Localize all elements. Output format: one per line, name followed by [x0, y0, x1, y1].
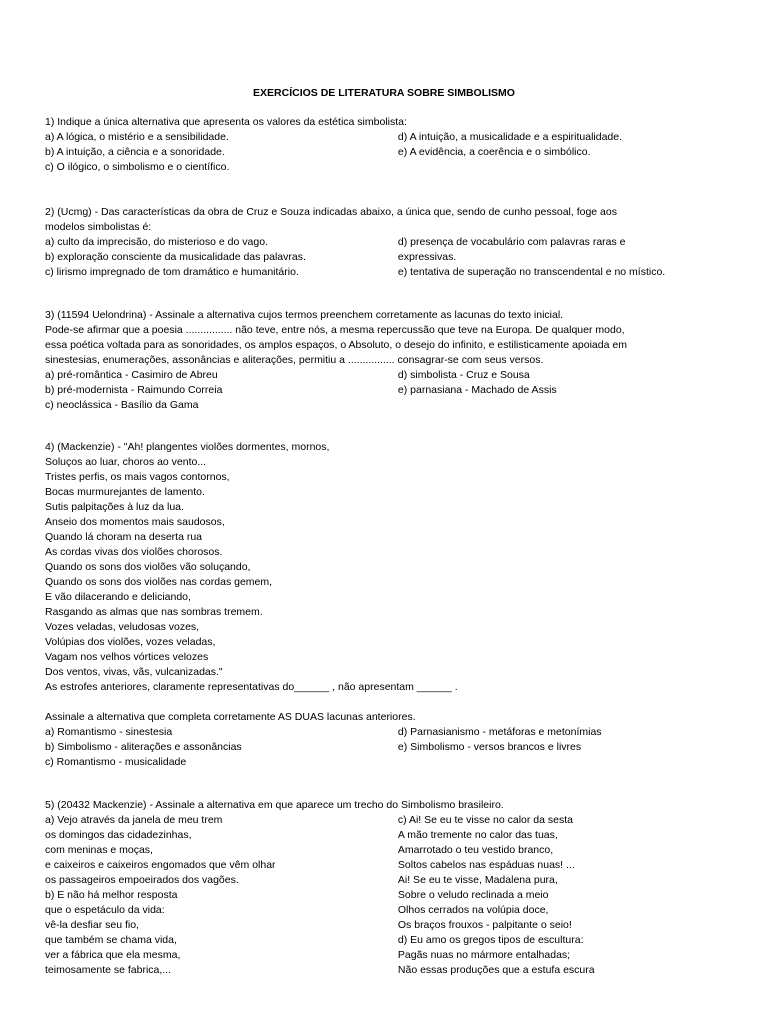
options-left-column	[45, 813, 398, 978]
option-text-line: os passageiros empoeirados dos vagões.	[45, 874, 239, 886]
poem-line: Bocas murmurejantes de lamento.	[45, 486, 205, 498]
option-text-line: Soltos cabelos nas espáduas nuas! ...	[397, 859, 575, 871]
option-d: d) presença de vocabulário com palavras raras e	[397, 236, 626, 248]
question-text-line: Pode-se afirmar que a poesia ................ não teve, entre nós, a mesma repercussão que teve na Europa. De qualquer modo,	[45, 324, 625, 336]
document-title: EXERCÍCIOS DE LITERATURA SOBRE SIMBOLISMO	[253, 87, 515, 99]
poem-line: Quando lá choram na deserta rua	[45, 531, 203, 543]
options-right-column	[398, 130, 725, 175]
option-text-line: A mão tremente no calor das tuas,	[397, 829, 558, 841]
option-text-line: ver a fábrica que ela mesma,	[45, 949, 181, 961]
question-stem: 1) Indique a única alternativa que apresenta os valores da estética simbolista:	[45, 116, 407, 128]
question-4-options	[45, 710, 725, 770]
question-stem: 3) (11594 Uelondrina) - Assinale a alternativa cujos termos preenchem corretamente as lacunas do texto inicial.	[45, 309, 564, 321]
option-a: a) culto da imprecisão, do misterioso e do vago.	[45, 236, 268, 248]
options-right-column	[398, 813, 725, 978]
question-stem-cont: modelos simbolistas é:	[45, 221, 152, 233]
option-text-line: Não essas produções que a estufa escura	[397, 964, 595, 976]
option-text-line: Sobre o veludo reclinada a meio	[397, 889, 549, 901]
question-1	[45, 115, 725, 175]
option-text-line: e caixeiros e caixeiros engomados que vêm olhar	[45, 859, 276, 871]
options-left-column	[45, 368, 398, 413]
option-b: b) pré-modernista - Raimundo Correia	[45, 384, 223, 396]
option-b: b) exploração consciente da musicalidade das palavras.	[45, 251, 306, 263]
poem-line: Quando os sons dos violões vão soluçando,	[45, 561, 251, 573]
poem-line: E vão dilacerando e deliciando,	[45, 591, 191, 603]
poem-line: As cordas vivas dos violões chorosos.	[45, 546, 223, 558]
question-stem: 2) (Ucmg) - Das características da obra de Cruz e Souza indicadas abaixo, a única que, sendo de cunho pessoal, foge aos	[45, 206, 617, 218]
poem-line: Dos ventos, vivas, vãs, vulcanizadas."	[45, 666, 223, 678]
question-4	[45, 440, 725, 695]
option-text-line: Os braços frouxos - palpitante o seio!	[397, 919, 572, 931]
option-c: c) Romantismo - musicalidade	[45, 756, 187, 768]
option-text-line: que o espetáculo da vida:	[45, 904, 165, 916]
option-c: c) O ilógico, o simbolismo e o científico.	[45, 161, 230, 173]
options-left-column	[45, 235, 398, 280]
question-instruction: Assinale a alternativa que completa corretamente AS DUAS lacunas anteriores.	[45, 711, 416, 723]
option-a: a) Romantismo - sinestesia	[45, 726, 173, 738]
poem-line: Anseio dos momentos mais saudosos,	[45, 516, 225, 528]
option-d: d) A intuição, a musicalidade e a espiritualidade.	[397, 131, 623, 143]
option-d: d) Parnasianismo - metáforas e metonímias	[397, 726, 602, 738]
options-right-column	[398, 235, 725, 280]
poem-line: Rasgando as almas que nas sombras tremem.	[45, 606, 263, 618]
answer-options	[45, 813, 725, 978]
option-text-line: Amarrotado o teu vestido branco,	[397, 844, 554, 856]
question-stem: 5) (20432 Mackenzie) - Assinale a alternativa em que aparece um trecho do Simbolismo brasileiro.	[45, 799, 504, 811]
options-left-column	[45, 725, 398, 770]
option-text-line: os domingos das cidadezinhas,	[45, 829, 192, 841]
question-text-line: essa poética voltada para as sonoridades, os amplos espaços, o Absoluto, o desejo do infinito, e estilisticamente apoiada em	[45, 339, 627, 351]
option-text-line: com meninas e moças,	[45, 844, 153, 856]
options-right-column	[398, 725, 725, 770]
poem-line: 4) (Mackenzie) - "Ah! plangentes violões dormentes, mornos,	[45, 441, 330, 453]
option-e: e) tentativa de superação no transcendental e no místico.	[397, 266, 666, 278]
option-e: e) parnasiana - Machado de Assis	[397, 384, 557, 396]
question-3	[45, 308, 725, 413]
option-text-line: vê-la desfiar seu fio,	[45, 919, 139, 931]
option-text-line: Pagãs nuas no mármore entalhadas;	[397, 949, 571, 961]
option-a: a) Vejo através da janela de meu trem	[45, 814, 223, 826]
option-text-line: Ai! Se eu te visse, Madalena pura,	[397, 874, 558, 886]
poem-line: Sutis palpitações à luz da lua.	[45, 501, 184, 513]
question-text-line: sinestesias, enumerações, assonâncias e aliterações, permitiu a ................ consagrar-se com seus versos.	[45, 354, 544, 366]
option-e: e) A evidência, a coerência e o simbólico.	[397, 146, 591, 158]
question-prompt: As estrofes anteriores, claramente representativas do______ , não apresentam ______ .	[45, 681, 458, 693]
poem-line: Tristes perfis, os mais vagos contornos,	[45, 471, 230, 483]
option-b: b) A intuição, a ciência e a sonoridade.	[45, 146, 225, 158]
option-d-cont: expressivas.	[397, 251, 457, 263]
option-c: c) lirismo impregnado de tom dramático e humanitário.	[45, 266, 299, 278]
answer-options	[45, 130, 725, 175]
options-left-column	[45, 130, 398, 175]
option-c: c) Ai! Se eu te visse no calor da sesta	[397, 814, 573, 826]
option-text-line: Olhos cerrados na volúpia doce,	[397, 904, 549, 916]
option-a: a) pré-romântica - Casimiro de Abreu	[45, 369, 218, 381]
option-c: c) neoclássica - Basílio da Gama	[45, 399, 199, 411]
answer-options	[45, 725, 725, 770]
option-a: a) A lógica, o mistério e a sensibilidade.	[45, 131, 229, 143]
answer-options	[45, 235, 725, 280]
poem-line: Volúpias dos violões, vozes veladas,	[45, 636, 216, 648]
question-2	[45, 205, 725, 280]
question-5	[45, 798, 725, 978]
option-e: e) Simbolismo - versos brancos e livres	[397, 741, 582, 753]
options-right-column	[398, 368, 725, 413]
option-text-line: que também se chama vida,	[45, 934, 177, 946]
option-d: d) Eu amo os gregos tipos de escultura:	[397, 934, 584, 946]
poem-line: Quando os sons dos violões nas cordas gemem,	[45, 576, 273, 588]
option-b: b) E não há melhor resposta	[45, 889, 178, 901]
poem-line: Vagam nos velhos vórtices velozes	[45, 651, 209, 663]
poem-line: Soluços ao luar, choros ao vento...	[45, 456, 207, 468]
option-text-line: teimosamente se fabrica,...	[45, 964, 172, 976]
option-b: b) Simbolismo - aliterações e assonâncias	[45, 741, 242, 753]
answer-options	[45, 368, 725, 413]
poem-line: Vozes veladas, veludosas vozes,	[45, 621, 200, 633]
option-d: d) simbolista - Cruz e Sousa	[397, 369, 530, 381]
